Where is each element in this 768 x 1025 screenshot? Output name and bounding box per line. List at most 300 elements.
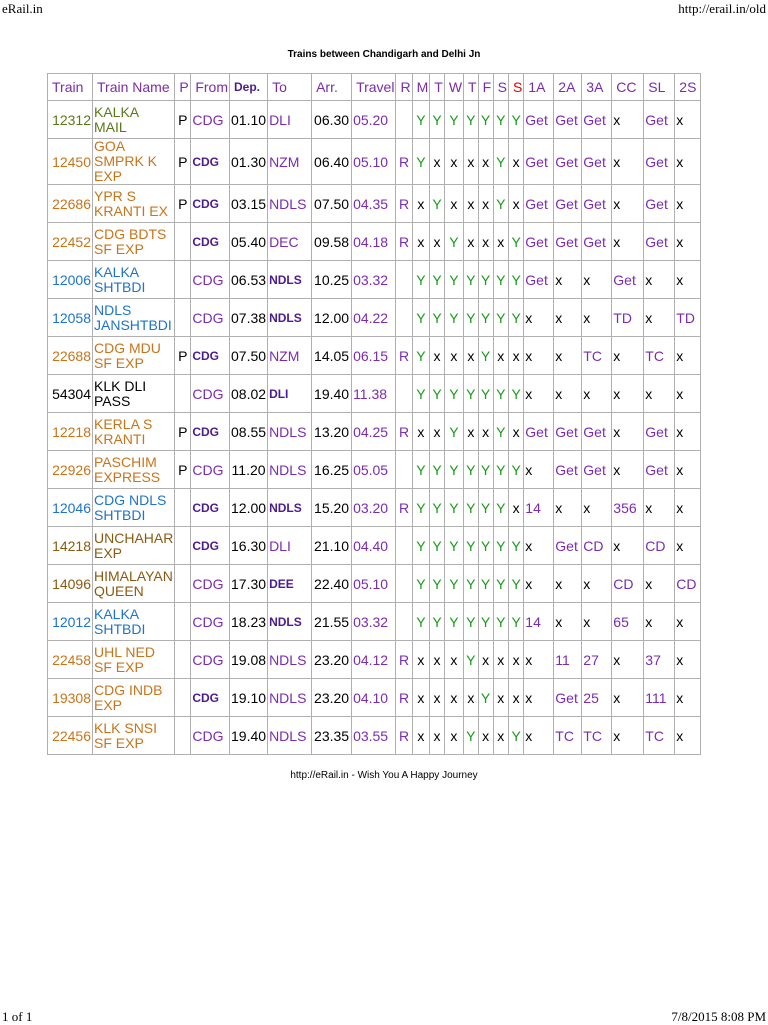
train-name[interactable]: UNCHAHAR EXP [93, 527, 175, 565]
runs-sun: Y [508, 223, 523, 261]
availability-cc[interactable]: CD [612, 565, 644, 603]
reserved-flag [396, 527, 412, 565]
runs-mon: Y [412, 565, 430, 603]
train-number[interactable]: 22688 [48, 337, 93, 375]
train-number[interactable]: 22686 [48, 185, 93, 223]
departure-time: 07.38 [230, 299, 268, 337]
arrival-time: 23.20 [312, 679, 352, 717]
train-name[interactable]: KALKA SHTBDI [93, 603, 175, 641]
availability-cc: x [612, 413, 644, 451]
availability-2s: x [675, 451, 701, 489]
travel-time: 03.55 [352, 717, 396, 755]
availability-sl[interactable]: Get [644, 451, 675, 489]
table-row [48, 565, 701, 603]
train-number[interactable]: 22452 [48, 223, 93, 261]
travel-time: 11.38 [352, 375, 396, 413]
to-station[interactable]: NDLS [268, 299, 312, 337]
pantry-flag: P [175, 337, 191, 375]
arrival-time: 09.58 [312, 223, 352, 261]
reserved-flag: R [396, 185, 412, 223]
runs-tue: x [430, 337, 445, 375]
train-name[interactable]: UHL NED SF EXP [93, 641, 175, 679]
runs-sun: Y [508, 375, 523, 413]
to-station[interactable]: DLI [268, 527, 312, 565]
availability-2s: x [675, 101, 701, 139]
availability-sl: x [644, 565, 675, 603]
table-row [48, 101, 701, 139]
to-station[interactable]: DEC [268, 223, 312, 261]
train-number[interactable]: 12046 [48, 489, 93, 527]
availability-1a[interactable]: 14 [524, 603, 554, 641]
from-station[interactable]: CDG [191, 565, 230, 603]
runs-tue: Y [430, 375, 445, 413]
availability-1a[interactable]: Get [524, 185, 554, 223]
runs-fri: x [478, 413, 493, 451]
col-header-day-wed: W [444, 74, 463, 101]
table-row [48, 261, 701, 299]
runs-thu: Y [464, 101, 479, 139]
train-number[interactable]: 12218 [48, 413, 93, 451]
runs-sat: Y [493, 565, 508, 603]
availability-1a: x [524, 527, 554, 565]
availability-sl: x [644, 489, 675, 527]
departure-time: 05.40 [230, 223, 268, 261]
runs-wed: Y [444, 565, 463, 603]
departure-time: 01.30 [230, 139, 268, 185]
runs-sat: x [493, 337, 508, 375]
runs-sun: Y [508, 565, 523, 603]
availability-2s: x [675, 185, 701, 223]
runs-wed: Y [444, 101, 463, 139]
availability-cc: x [612, 717, 644, 755]
runs-mon: x [412, 413, 430, 451]
train-name[interactable]: KALKA MAIL [93, 101, 175, 139]
to-station[interactable]: NDLS [268, 185, 312, 223]
from-station[interactable]: CDG [191, 261, 230, 299]
train-number[interactable]: 12006 [48, 261, 93, 299]
runs-sun: x [508, 185, 523, 223]
availability-2a[interactable]: Get [554, 101, 582, 139]
col-header-departure: Dep. [230, 74, 268, 101]
train-name[interactable]: NDLS JANSHTBDI [93, 299, 175, 337]
from-station[interactable]: CDG [191, 451, 230, 489]
availability-sl[interactable]: 37 [644, 641, 675, 679]
runs-wed: x [444, 337, 463, 375]
table-row [48, 489, 701, 527]
runs-sun: Y [508, 299, 523, 337]
from-station[interactable]: CDG [191, 375, 230, 413]
from-station[interactable]: CDG [191, 101, 230, 139]
availability-3a[interactable]: CD [582, 527, 612, 565]
travel-time: 03.32 [352, 603, 396, 641]
to-station[interactable]: NDLS [268, 641, 312, 679]
train-name[interactable]: CDG INDB EXP [93, 679, 175, 717]
pantry-flag [175, 603, 191, 641]
availability-3a[interactable]: TC [582, 337, 612, 375]
pantry-flag [175, 717, 191, 755]
reserved-flag [396, 101, 412, 139]
table-row [48, 299, 701, 337]
reserved-flag: R [396, 679, 412, 717]
travel-time: 04.40 [352, 527, 396, 565]
availability-3a[interactable]: Get [582, 451, 612, 489]
runs-thu: Y [464, 451, 479, 489]
reserved-flag: R [396, 717, 412, 755]
col-header-day-thu: T [464, 74, 479, 101]
runs-sat: Y [493, 413, 508, 451]
train-name[interactable]: KERLA S KRANTI [93, 413, 175, 451]
availability-1a[interactable]: Get [524, 223, 554, 261]
from-station[interactable]: CDG [191, 603, 230, 641]
availability-sl[interactable]: TC [644, 717, 675, 755]
to-station[interactable]: NDLS [268, 489, 312, 527]
availability-1a: x [524, 641, 554, 679]
availability-sl[interactable]: 111 [644, 679, 675, 717]
train-name[interactable]: HIMALAYAN QUEEN [93, 565, 175, 603]
runs-sun: x [508, 679, 523, 717]
runs-wed: Y [444, 223, 463, 261]
travel-time: 04.12 [352, 641, 396, 679]
runs-thu: x [464, 185, 479, 223]
runs-sun: Y [508, 451, 523, 489]
availability-1a[interactable]: Get [524, 413, 554, 451]
runs-fri: Y [478, 375, 493, 413]
runs-thu: Y [464, 641, 479, 679]
runs-thu: Y [464, 299, 479, 337]
travel-time: 05.10 [352, 139, 396, 185]
train-number[interactable]: 12058 [48, 299, 93, 337]
availability-cc: x [612, 451, 644, 489]
from-station[interactable]: CDG [191, 139, 230, 185]
runs-sun: Y [508, 261, 523, 299]
arrival-time: 23.35 [312, 717, 352, 755]
availability-2a[interactable]: 11 [554, 641, 582, 679]
reserved-flag: R [396, 337, 412, 375]
runs-fri: Y [478, 679, 493, 717]
availability-2s: x [675, 223, 701, 261]
to-station[interactable]: NDLS [268, 679, 312, 717]
travel-time: 06.15 [352, 337, 396, 375]
from-station[interactable]: CDG [191, 337, 230, 375]
to-station[interactable]: NDLS [268, 451, 312, 489]
departure-time: 16.30 [230, 527, 268, 565]
availability-2s: x [675, 337, 701, 375]
availability-sl: x [644, 603, 675, 641]
runs-sun: x [508, 139, 523, 185]
runs-wed: Y [444, 261, 463, 299]
pantry-flag: P [175, 101, 191, 139]
runs-tue: Y [430, 489, 445, 527]
availability-sl[interactable]: CD [644, 527, 675, 565]
runs-fri: x [478, 717, 493, 755]
travel-time: 05.10 [352, 565, 396, 603]
col-header-reserved: R [396, 74, 412, 101]
availability-2a: x [554, 603, 582, 641]
availability-sl[interactable]: Get [644, 223, 675, 261]
travel-time: 03.20 [352, 489, 396, 527]
availability-sl: x [644, 261, 675, 299]
runs-sat: x [493, 717, 508, 755]
availability-cc: x [612, 337, 644, 375]
runs-thu: Y [464, 375, 479, 413]
to-station[interactable]: NDLS [268, 413, 312, 451]
availability-sl: x [644, 299, 675, 337]
availability-sl[interactable]: TC [644, 337, 675, 375]
availability-2s: x [675, 603, 701, 641]
train-number[interactable]: 22458 [48, 641, 93, 679]
departure-time: 19.40 [230, 717, 268, 755]
availability-3a: x [582, 603, 612, 641]
availability-2a[interactable]: Get [554, 413, 582, 451]
runs-tue: Y [430, 299, 445, 337]
runs-sat: x [493, 641, 508, 679]
runs-tue: Y [430, 451, 445, 489]
runs-tue: x [430, 717, 445, 755]
reserved-flag: R [396, 223, 412, 261]
train-number[interactable]: 54304 [48, 375, 93, 413]
to-station[interactable]: NZM [268, 139, 312, 185]
runs-sat: Y [493, 261, 508, 299]
availability-3a[interactable]: Get [582, 223, 612, 261]
train-name[interactable]: CDG MDU SF EXP [93, 337, 175, 375]
reserved-flag [396, 299, 412, 337]
availability-3a: x [582, 489, 612, 527]
runs-mon: Y [412, 527, 430, 565]
from-station[interactable]: CDG [191, 641, 230, 679]
pantry-flag [175, 641, 191, 679]
availability-3a[interactable]: Get [582, 185, 612, 223]
availability-2s[interactable]: TD [675, 299, 701, 337]
runs-fri: Y [478, 101, 493, 139]
departure-time: 07.50 [230, 337, 268, 375]
to-station[interactable]: NDLS [268, 717, 312, 755]
availability-1a[interactable]: Get [524, 139, 554, 185]
availability-3a[interactable]: 25 [582, 679, 612, 717]
runs-wed: x [444, 717, 463, 755]
travel-time: 04.22 [352, 299, 396, 337]
train-name[interactable]: GOA SMPRK K EXP [93, 139, 175, 185]
arrival-time: 10.25 [312, 261, 352, 299]
availability-1a[interactable]: Get [524, 261, 554, 299]
from-station[interactable]: CDG [191, 489, 230, 527]
to-station[interactable]: NZM [268, 337, 312, 375]
departure-time: 08.02 [230, 375, 268, 413]
col-header-day-tue: T [430, 74, 445, 101]
availability-2a[interactable]: Get [554, 139, 582, 185]
runs-mon: x [412, 641, 430, 679]
table-body [48, 101, 701, 755]
to-station[interactable]: DLI [268, 101, 312, 139]
runs-thu: Y [464, 527, 479, 565]
table-row [48, 679, 701, 717]
availability-2a[interactable]: Get [554, 527, 582, 565]
train-name[interactable]: KALKA SHTBDI [93, 261, 175, 299]
runs-fri: Y [478, 489, 493, 527]
page-count: 1 of 1 [2, 1009, 33, 1024]
runs-fri: Y [478, 299, 493, 337]
departure-time: 08.55 [230, 413, 268, 451]
train-number[interactable]: 22456 [48, 717, 93, 755]
col-header-day-mon: M [412, 74, 430, 101]
train-number[interactable]: 12450 [48, 139, 93, 185]
availability-1a: x [524, 299, 554, 337]
availability-sl[interactable]: Get [644, 101, 675, 139]
from-station[interactable]: CDG [191, 223, 230, 261]
departure-time: 18.23 [230, 603, 268, 641]
availability-sl[interactable]: Get [644, 413, 675, 451]
train-number[interactable]: 14218 [48, 527, 93, 565]
availability-cc[interactable]: TD [612, 299, 644, 337]
availability-1a: x [524, 565, 554, 603]
availability-cc: x [612, 679, 644, 717]
availability-2a: x [554, 489, 582, 527]
runs-sun: Y [508, 101, 523, 139]
pantry-flag: P [175, 139, 191, 185]
reserved-flag [396, 603, 412, 641]
availability-1a[interactable]: 14 [524, 489, 554, 527]
col-header-train-name: Train Name [93, 74, 175, 101]
pantry-flag [175, 489, 191, 527]
availability-2s[interactable]: CD [675, 565, 701, 603]
availability-2s: x [675, 679, 701, 717]
train-name[interactable]: KLK SNSI SF EXP [93, 717, 175, 755]
runs-tue: Y [430, 261, 445, 299]
print-timestamp: 7/8/2015 8:08 PM [671, 1009, 766, 1024]
availability-1a[interactable]: Get [524, 101, 554, 139]
to-station[interactable]: DLI [268, 375, 312, 413]
availability-1a: x [524, 451, 554, 489]
train-name[interactable]: PASCHIM EXPRESS [93, 451, 175, 489]
arrival-time: 19.40 [312, 375, 352, 413]
availability-2s: x [675, 527, 701, 565]
runs-sun: x [508, 641, 523, 679]
availability-2a[interactable]: TC [554, 717, 582, 755]
runs-sun: Y [508, 603, 523, 641]
runs-thu: Y [464, 565, 479, 603]
train-number[interactable]: 22926 [48, 451, 93, 489]
arrival-time: 13.20 [312, 413, 352, 451]
availability-3a[interactable]: Get [582, 413, 612, 451]
availability-2a[interactable]: Get [554, 223, 582, 261]
train-name[interactable]: KLK DLI PASS [93, 375, 175, 413]
runs-mon: Y [412, 375, 430, 413]
availability-2s: x [675, 139, 701, 185]
departure-time: 17.30 [230, 565, 268, 603]
travel-time: 04.18 [352, 223, 396, 261]
from-station[interactable]: CDG [191, 413, 230, 451]
table-row [48, 337, 701, 375]
from-station[interactable]: CDG [191, 185, 230, 223]
runs-sun: x [508, 413, 523, 451]
train-timetable [47, 73, 701, 755]
train-name[interactable]: CDG BDTS SF EXP [93, 223, 175, 261]
availability-2a: x [554, 299, 582, 337]
runs-sun: Y [508, 527, 523, 565]
availability-3a[interactable]: Get [582, 101, 612, 139]
train-number[interactable]: 12312 [48, 101, 93, 139]
availability-3a[interactable]: TC [582, 717, 612, 755]
availability-1a: x [524, 337, 554, 375]
reserved-flag: R [396, 489, 412, 527]
train-name[interactable]: YPR S KRANTI EX [93, 185, 175, 223]
col-header-class-cc: CC [612, 74, 644, 101]
runs-mon: x [412, 717, 430, 755]
availability-sl[interactable]: Get [644, 185, 675, 223]
availability-3a[interactable]: Get [582, 139, 612, 185]
runs-tue: Y [430, 565, 445, 603]
runs-thu: x [464, 337, 479, 375]
availability-2a[interactable]: Get [554, 451, 582, 489]
from-station[interactable]: CDG [191, 299, 230, 337]
availability-cc[interactable]: 65 [612, 603, 644, 641]
travel-time: 04.35 [352, 185, 396, 223]
availability-cc[interactable]: 356 [612, 489, 644, 527]
runs-thu: Y [464, 717, 479, 755]
departure-time: 06.53 [230, 261, 268, 299]
availability-2s: x [675, 413, 701, 451]
availability-2a[interactable]: Get [554, 185, 582, 223]
train-number[interactable]: 19308 [48, 679, 93, 717]
col-header-day-sun: S [508, 74, 523, 101]
availability-cc[interactable]: Get [612, 261, 644, 299]
runs-sat: Y [493, 185, 508, 223]
train-number[interactable]: 12012 [48, 603, 93, 641]
availability-cc: x [612, 139, 644, 185]
runs-sat: Y [493, 375, 508, 413]
runs-wed: x [444, 185, 463, 223]
travel-time: 03.32 [352, 261, 396, 299]
availability-2s: x [675, 261, 701, 299]
availability-3a: x [582, 299, 612, 337]
to-station[interactable]: NDLS [268, 603, 312, 641]
availability-2s: x [675, 375, 701, 413]
col-header-from: From [191, 74, 230, 101]
to-station[interactable]: DEE [268, 565, 312, 603]
availability-3a[interactable]: 27 [582, 641, 612, 679]
tagline: http://eRail.in - Wish You A Happy Journey [290, 770, 478, 781]
runs-fri: Y [478, 337, 493, 375]
pantry-flag: P [175, 185, 191, 223]
col-header-day-fri: F [478, 74, 493, 101]
table-row [48, 375, 701, 413]
runs-thu: x [464, 679, 479, 717]
from-station[interactable]: CDG [191, 527, 230, 565]
runs-mon: x [412, 185, 430, 223]
runs-mon: Y [412, 101, 430, 139]
availability-2a[interactable]: Get [554, 679, 582, 717]
pantry-flag [175, 299, 191, 337]
col-header-pantry: P [175, 74, 191, 101]
train-number[interactable]: 14096 [48, 565, 93, 603]
from-station[interactable]: CDG [191, 679, 230, 717]
col-header-class-2s: 2S [675, 74, 701, 101]
from-station[interactable]: CDG [191, 717, 230, 755]
availability-3a: x [582, 565, 612, 603]
col-header-arrival: Arr. [312, 74, 352, 101]
travel-time: 04.10 [352, 679, 396, 717]
runs-thu: x [464, 223, 479, 261]
runs-tue: Y [430, 101, 445, 139]
train-name[interactable]: CDG NDLS SHTBDI [93, 489, 175, 527]
to-station[interactable]: NDLS [268, 261, 312, 299]
arrival-time: 16.25 [312, 451, 352, 489]
runs-sun: x [508, 489, 523, 527]
table-row [48, 717, 701, 755]
availability-sl[interactable]: Get [644, 139, 675, 185]
arrival-time: 21.10 [312, 527, 352, 565]
reserved-flag: R [396, 139, 412, 185]
availability-2a: x [554, 337, 582, 375]
